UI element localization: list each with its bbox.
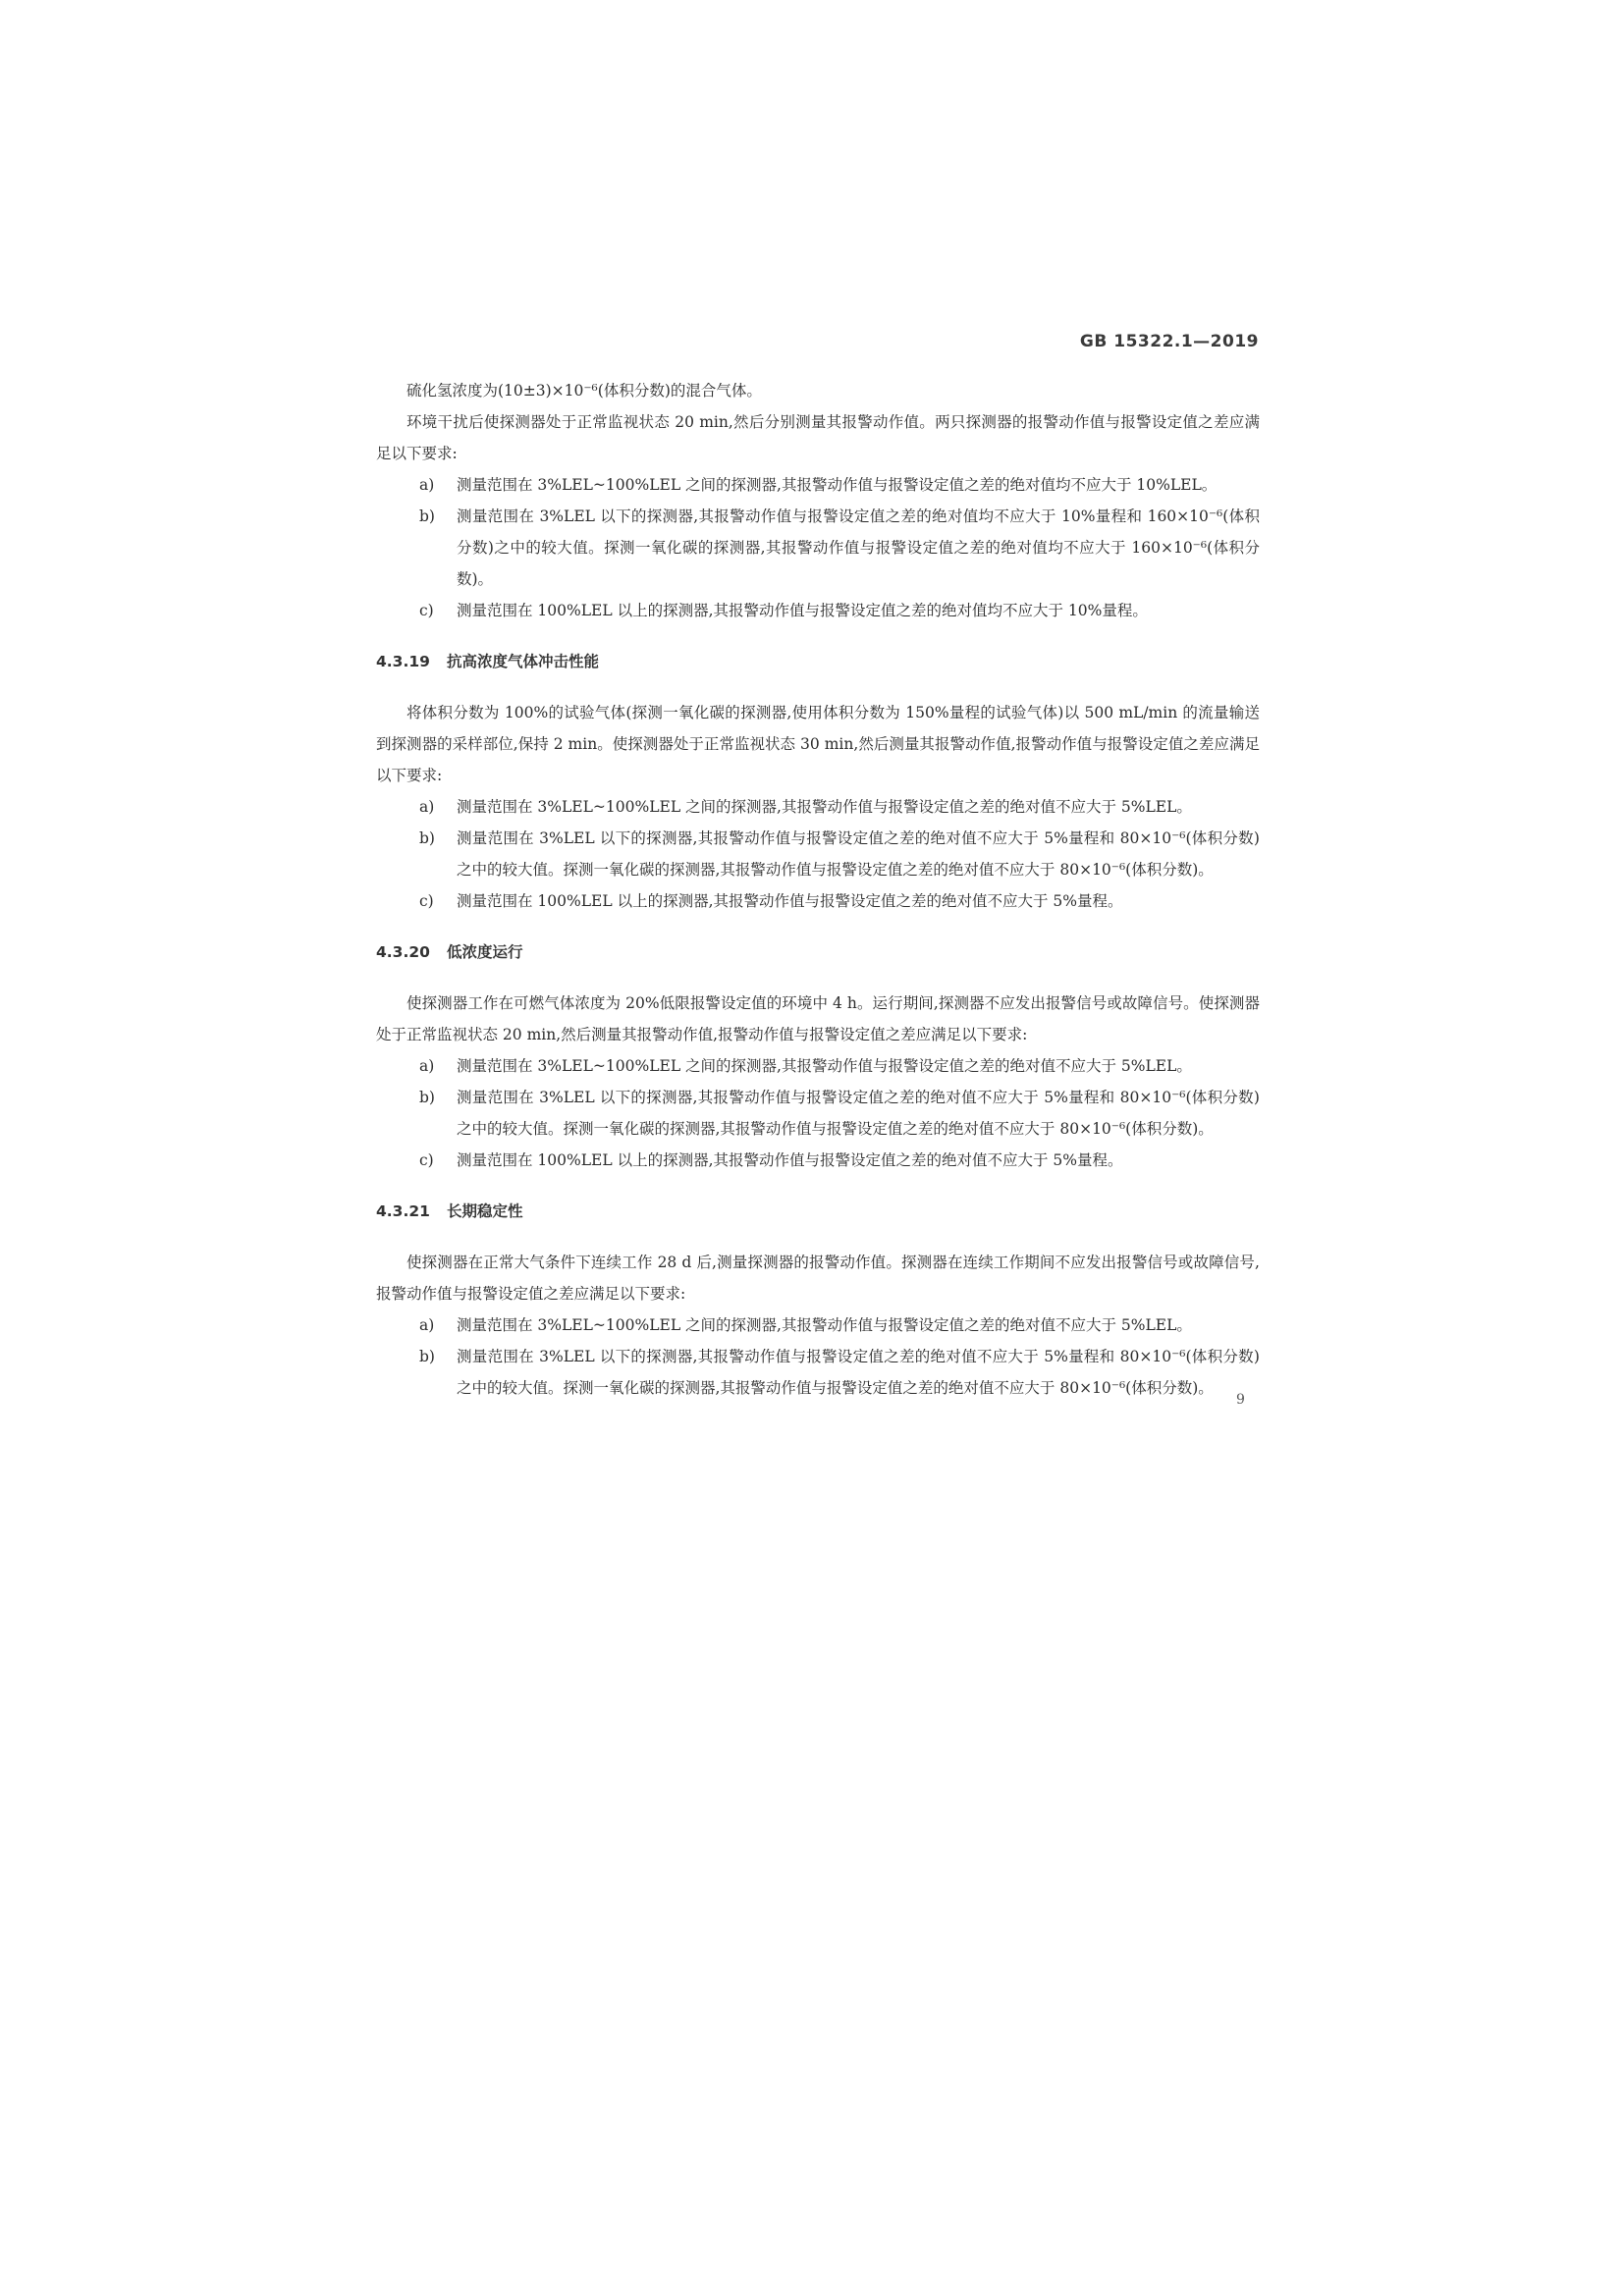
paragraph: 环境干扰后使探测器处于正常监视状态 20 min,然后分别测量其报警动作值。两只探测器的报警动作值与报警设定值之差应满足以下要求:: [376, 413, 1260, 462]
list-item-label: b): [419, 829, 435, 847]
list-item-text: 测量范围在 100%LEL 以上的探测器,其报警动作值与报警设定值之差的绝对值均不应大于 10%量程。: [457, 602, 1148, 619]
list-item: [376, 595, 1260, 626]
section-heading-4-3-19: [376, 646, 1260, 677]
list-item-text: 测量范围在 3%LEL 以下的探测器,其报警动作值与报警设定值之差的绝对值不应大于 5%量程和 80×10⁻⁶(体积分数)之中的较大值。探测一氧化碳的探测器,其报警动作值与报警设定值之差的绝对值不应大于 80×10⁻⁶(体积分数)。: [457, 1348, 1260, 1397]
section-title: 低浓度运行: [447, 943, 523, 961]
section-number: 4.3.19: [376, 653, 430, 670]
section-heading-4-3-21: [376, 1196, 1260, 1227]
list-item-text: 测量范围在 3%LEL~100%LEL 之间的探测器,其报警动作值与报警设定值之差的绝对值不应大于 5%LEL。: [457, 1057, 1192, 1075]
list-item-text: 测量范围在 3%LEL 以下的探测器,其报警动作值与报警设定值之差的绝对值均不应大于 10%量程和 160×10⁻⁶(体积分数)之中的较大值。探测一氧化碳的探测器,其报警动作值与报警设定值之差的绝对值均不应大于 160×10⁻⁶(体积分数)。: [457, 507, 1260, 588]
list-item-text: 测量范围在 3%LEL~100%LEL 之间的探测器,其报警动作值与报警设定值之差的绝对值均不应大于 10%LEL。: [457, 476, 1218, 494]
list-item: [376, 791, 1260, 823]
list-item: [376, 469, 1260, 501]
list-item-text: 测量范围在 3%LEL~100%LEL 之间的探测器,其报警动作值与报警设定值之差的绝对值不应大于 5%LEL。: [457, 1316, 1192, 1334]
list-item-text: 测量范围在 3%LEL 以下的探测器,其报警动作值与报警设定值之差的绝对值不应大于 5%量程和 80×10⁻⁶(体积分数)之中的较大值。探测一氧化碳的探测器,其报警动作值与报警设定值之差的绝对值不应大于 80×10⁻⁶(体积分数)。: [457, 1089, 1260, 1138]
list-item: [376, 823, 1260, 885]
section-title: 长期稳定性: [447, 1202, 523, 1220]
list-item-label: b): [419, 1089, 435, 1106]
list-item-label: c): [419, 602, 434, 619]
list-item-label: b): [419, 507, 435, 525]
page-content: [376, 375, 1260, 1404]
list-item-label: a): [419, 1057, 435, 1075]
paragraph: 使探测器工作在可燃气体浓度为 20%低限报警设定值的环境中 4 h。运行期间,探测器不应发出报警信号或故障信号。使探测器处于正常监视状态 20 min,然后测量其报警动作值,报警动作值与报警设定值之差应满足以下要求:: [376, 994, 1260, 1043]
list-item: [376, 1050, 1260, 1082]
list-item-text: 测量范围在 3%LEL~100%LEL 之间的探测器,其报警动作值与报警设定值之差的绝对值不应大于 5%LEL。: [457, 798, 1192, 816]
section-heading-4-3-20: [376, 936, 1260, 968]
list-item-text: 测量范围在 100%LEL 以上的探测器,其报警动作值与报警设定值之差的绝对值不应大于 5%量程。: [457, 892, 1123, 910]
list-item: [376, 501, 1260, 595]
list-item-label: b): [419, 1348, 435, 1365]
standard-code: GB 15322.1—2019: [1079, 332, 1259, 351]
list-item: [376, 1145, 1260, 1176]
section-number: 4.3.21: [376, 1202, 430, 1220]
paragraph: 硫化氢浓度为(10±3)×10⁻⁶(体积分数)的混合气体。: [406, 382, 762, 400]
page-number: 9: [1236, 1392, 1245, 1408]
list-item-text: 测量范围在 100%LEL 以上的探测器,其报警动作值与报警设定值之差的绝对值不应大于 5%量程。: [457, 1151, 1123, 1169]
section-number: 4.3.20: [376, 943, 430, 961]
section-title: 抗高浓度气体冲击性能: [447, 653, 600, 670]
list-item-label: c): [419, 892, 434, 910]
paragraph: 使探测器在正常大气条件下连续工作 28 d 后,测量探测器的报警动作值。探测器在连续工作期间不应发出报警信号或故障信号,报警动作值与报警设定值之差应满足以下要求:: [376, 1254, 1260, 1303]
list-item-label: a): [419, 1316, 435, 1334]
list-item: [376, 1082, 1260, 1145]
paragraph: 将体积分数为 100%的试验气体(探测一氧化碳的探测器,使用体积分数为 150%量程的试验气体)以 500 mL/min 的流量输送到探测器的采样部位,保持 2 min。使探测器处于正常监视状态 30 min,然后测量其报警动作值,报警动作值与报警设定值之差应满足以下要求:: [376, 704, 1260, 784]
list-item-label: c): [419, 1151, 434, 1169]
list-item-text: 测量范围在 3%LEL 以下的探测器,其报警动作值与报警设定值之差的绝对值不应大于 5%量程和 80×10⁻⁶(体积分数)之中的较大值。探测一氧化碳的探测器,其报警动作值与报警设定值之差的绝对值不应大于 80×10⁻⁶(体积分数)。: [457, 829, 1260, 879]
list-item-label: a): [419, 798, 435, 816]
list-item: [376, 1309, 1260, 1341]
list-item-label: a): [419, 476, 435, 494]
list-item: [376, 885, 1260, 917]
list-item: [376, 1341, 1260, 1404]
